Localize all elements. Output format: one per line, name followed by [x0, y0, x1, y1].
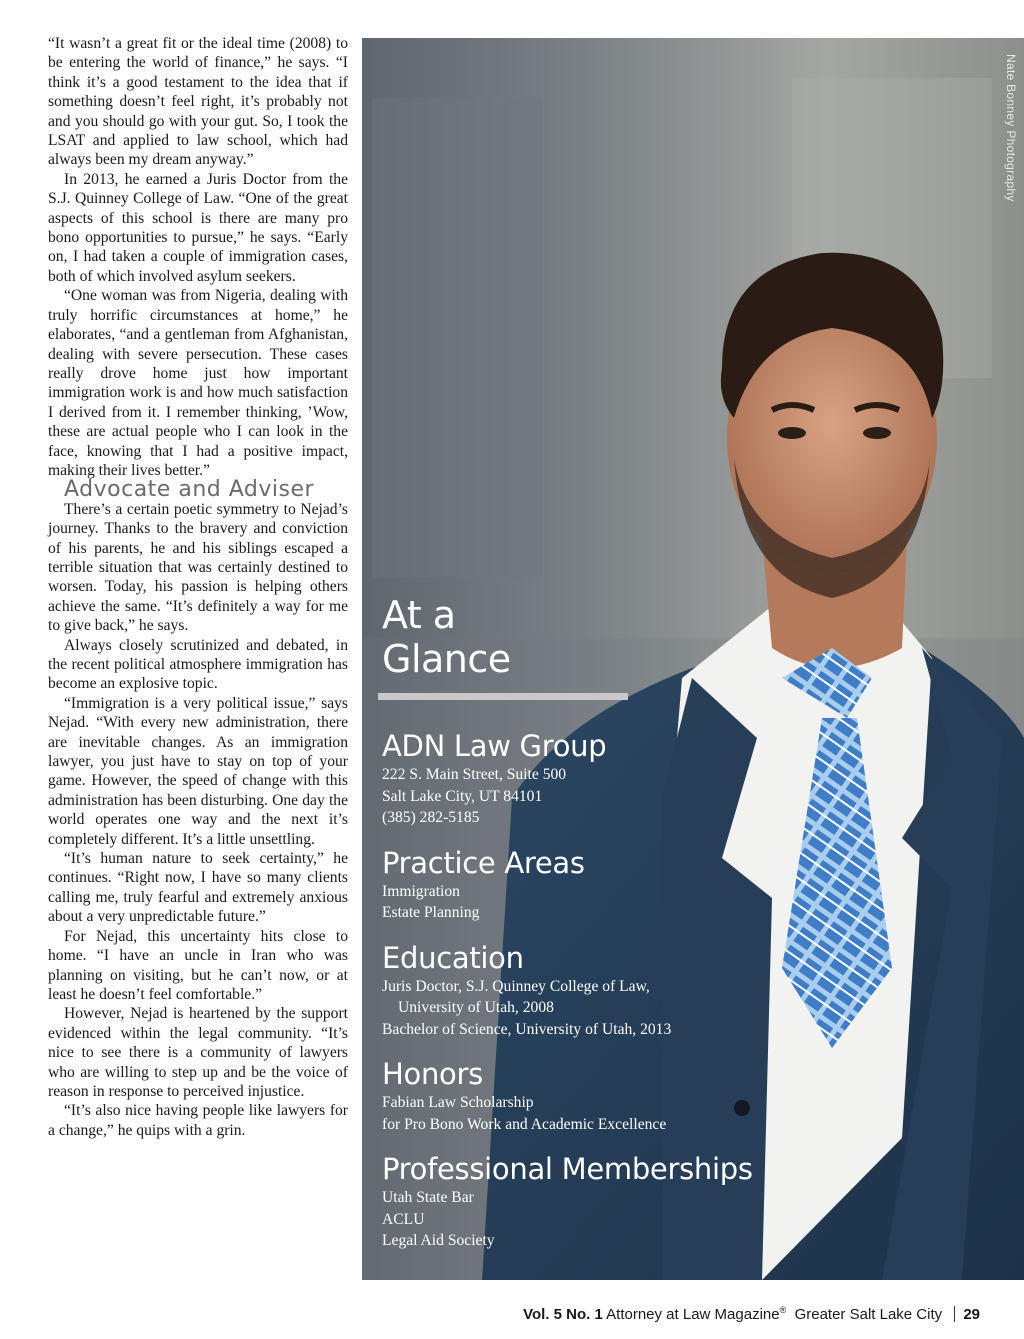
honors-block [382, 1058, 753, 1135]
firm-block [382, 730, 753, 829]
article-paragraph: In 2013, he earned a Juris Doctor from the S.J. Quinney College of Law. “One of the great aspects of this school is there are many pro bono opportunities to pursue,” he says. “Early on, I had taken a couple of immigration cases, both of which involved asylum seekers. [48, 170, 348, 285]
education-heading: Education [382, 940, 524, 975]
glance-title-line2: Glance [382, 637, 511, 681]
education-item: University of Utah, 2008 [398, 999, 554, 1016]
article-column [48, 34, 348, 1140]
article-paragraph: “One woman was from Nigeria, dealing with truly horrific circumstances at home,” he elaborates, “and a gentleman from Afghanistan, dealing with severe persecution. These cases really drove home just how important immigration work is and how much satisfaction I derived from it. I remember thinking, ’Wow, these are actual people who I can look in the face, knowing that I had a positive impact, making their lives better.” [48, 287, 348, 479]
memberships-block [382, 1153, 753, 1252]
practice-item: Immigration [382, 882, 460, 900]
education-item: Juris Doctor, S.J. Quinney College of Law, [382, 977, 650, 995]
page-footer [523, 1305, 980, 1323]
article-paragraph: “It wasn’t a great fit or the ideal time (2008) to be entering the world of finance,” he says. “I think it’s a good testament to the idea that if something doesn’t feel right, it’s probably not and you should go with your gut. So, I took the LSAT and applied to law school, which had always been my dream anyway.” [48, 35, 348, 169]
photo-credit: Nate Bonney Photography [1004, 54, 1018, 202]
article-paragraph: Always closely scrutinized and debated, in the recent political atmosphere immigration has become an explosive topic. [48, 636, 348, 693]
article-paragraph: However, Nejad is heartened by the support evidenced within the legal community. “It’s nice to see there is a community of lawyers who are willing to step up and be the voice of reason in response to perceived injustice. [48, 1005, 348, 1100]
footer-divider [954, 1306, 955, 1322]
article-paragraph: For Nejad, this uncertainty hits close to home. “I have an uncle in Iran who was planning on visiting, but he can’t now, or at least he doesn’t feel comfortable.” [48, 927, 348, 1003]
membership-item: ACLU [382, 1210, 425, 1228]
glance-divider [378, 693, 628, 700]
section-subheading: Advocate and Adviser [64, 477, 315, 503]
article-paragraph: “Immigration is a very political issue,” says Nejad. “With every new administration, there are inevitable changes. As an immigration lawyer, you just have to stay on top of your game. However, the speed of change with this administration has been disturbing. One day the world operates one way and the next it’s completely different. It’s a little unsettling. [48, 694, 348, 848]
glance-title-line1: At a [382, 593, 456, 637]
registered-mark: ® [779, 1305, 787, 1315]
footer-magazine: Attorney at Law Magazine [606, 1306, 780, 1323]
practice-item: Estate Planning [382, 904, 480, 921]
honors-item: for Pro Bono Work and Academic Excellence [382, 1115, 667, 1133]
portrait-photo [362, 38, 1024, 1280]
footer-edition: Greater Salt Lake City [794, 1306, 943, 1323]
article-paragraph: “It’s also nice having people like lawyers for a change,” he quips with a grin. [48, 1102, 348, 1139]
at-a-glance-panel [382, 593, 753, 1270]
memberships-heading: Professional Memberships [382, 1152, 753, 1186]
firm-address-line: 222 S. Main Street, Suite 500 [382, 766, 567, 783]
firm-heading: ADN Law Group [382, 729, 607, 763]
membership-item: Utah State Bar [382, 1189, 474, 1206]
article-paragraph: There’s a certain poetic symmetry to Nejad’s journey. Thanks to the bravery and conviction of his parents, he and his siblings escaped a terrible situation that was certainly destined to worsen. Today, his passion is helping others achieve the same. “It’s definitely a way for me to give back,” he says. [48, 500, 348, 635]
page-number: 29 [963, 1306, 980, 1323]
practice-heading: Practice Areas [382, 845, 585, 880]
honors-item: Fabian Law Scholarship [382, 1094, 534, 1111]
firm-city-line: Salt Lake City, UT 84101 [382, 787, 543, 805]
firm-phone-line: (385) 282-5185 [382, 809, 480, 826]
education-item: Bachelor of Science, University of Utah, 2013 [382, 1020, 672, 1038]
membership-item: Legal Aid Society [382, 1232, 495, 1249]
practice-block [382, 847, 753, 924]
education-block [382, 942, 753, 1041]
honors-heading: Honors [382, 1057, 483, 1091]
article-paragraph: “It’s human nature to seek certainty,” he continues. “Right now, I have so many clients calling me, truly fearful and extremely anxious about a very unpredictable future.” [48, 850, 348, 926]
footer-volume: Vol. 5 No. 1 [523, 1306, 603, 1323]
